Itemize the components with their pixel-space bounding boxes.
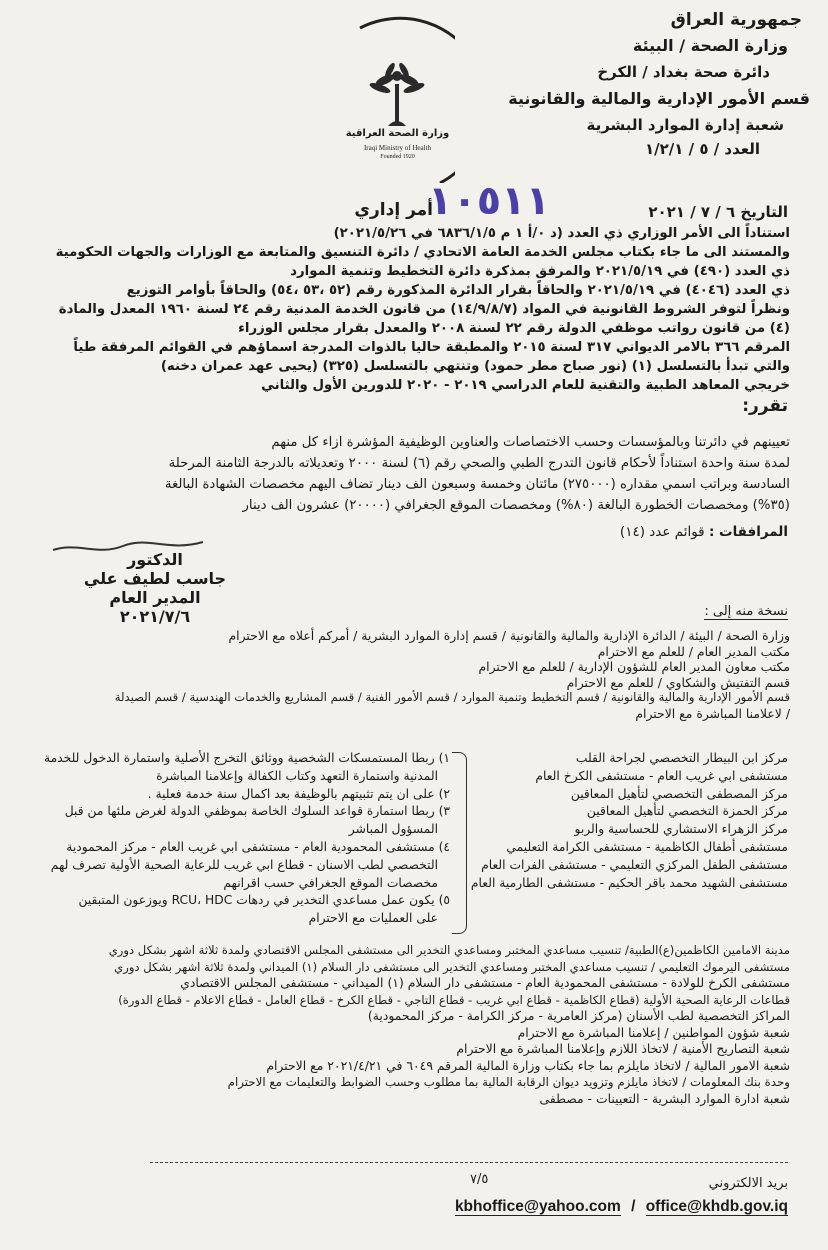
header-section: شعبة إدارة الموارد البشرية <box>586 116 784 134</box>
copy-list <box>115 628 790 722</box>
decision-line: لمدة سنة واحدة استناداً لأحكام قانون التدرج الطبي والصحي رقم (٦) لسنة ٢٠٠٠ وتعديلاته بالدرجة الثامنة المرحلة <box>168 456 790 471</box>
header-directorate: دائرة صحة بغداد / الكرخ <box>597 63 770 81</box>
email-link-primary[interactable]: kbhoffice@yahoo.com <box>454 1198 621 1215</box>
copy-line: قسم التفتيش والشكاوي / للعلم مع الاحترام <box>566 674 790 690</box>
body-line: ذي العدد (٤٩٠) في ٢٠٢١/٥/١٩ والمرفق بمذكرة دائرة التخطيط وتنمية الموارد <box>290 264 790 279</box>
header-department: قسم الأمور الإدارية والمالية والقانونية <box>508 89 810 108</box>
body-line: (٤) من قانون رواتب موظفي الدولة رقم ٢٢ لسنة ٢٠٠٨ والمعدل بقرار مجلس الوزراء <box>238 321 790 336</box>
hospitals-list <box>470 750 788 892</box>
signature-date: ٢٠٢١/٧/٦ <box>119 607 191 626</box>
hospital-item: مركز الحمزة التخصصي لتأهيل المعاقين <box>586 804 788 819</box>
body-line: خريجي المعاهد الطبية والتقنية للعام الدراسي ٢٠١٩ - ٢٠٢٠ للدورين الأول والثاني <box>261 378 790 393</box>
date-line: التاريخ ٦ / ٧ / ٢٠٢١ <box>648 203 788 221</box>
footer-email-label: بريد الالكتروني <box>708 1176 788 1191</box>
hospital-item: مستشفى ابي غريب العام - مستشفى الكرخ العام <box>535 768 788 783</box>
letterhead <box>490 10 810 158</box>
instruction-line: ٤) مستشفى المحمودية العام - مستشفى ابي غريب العام - مركز المحمودية <box>66 839 450 854</box>
distribution-line: مستشفى اليرموك التعليمي / تنسيب مساعدي المختبر ومساعدي التخدير الى مستشفى دار السلام (١) الميداني ولمدة ثلاثة اشهر بشكل دوري <box>114 959 790 974</box>
body-line: ذي العدد (٤٠٤٦) في ٢٠٢١/٥/١٩ والحاقاً بقرار الدائرة المذكورة رقم (٥٢ ،٥٣ ،٥٤) والحاقاً بأوامر التوزيع <box>126 283 790 298</box>
logo-founded-text: Founded 1920 <box>380 154 415 160</box>
attachments-label: المرافقات : <box>708 524 788 540</box>
hospital-item: مستشفى أطفال الكاظمية - مستشفى الكرامة التعليمي <box>506 839 788 854</box>
email-link-secondary[interactable]: office@khdb.gov.iq <box>645 1198 788 1215</box>
handwritten-order-number: ١٠٥١١ <box>427 178 550 224</box>
signature-block <box>70 550 240 626</box>
copy-line: مكتب معاون المدير العام للشؤون الإدارية / للعلم مع الاحترام <box>478 659 790 675</box>
body-line: استناداً الى الأمر الوزاري ذي العدد (د ٠/أ ١ م ٦٨٣٦/١/٥ في ٢٠٢١/٥/٢٦) <box>333 226 790 241</box>
order-title: أمر إداري <box>354 200 433 220</box>
instruction-line: المدنية واستمارة التعهد وكتاب الكفالة وإعلامنا المباشرة <box>156 768 438 783</box>
body-line: والمستند الى ما جاء بكتاب مجلس الخدمة العامة الاتحادي / دائرة التنسيق والمتابعة مع الوزارات والجهات الحكومية <box>55 245 790 260</box>
order-body <box>28 224 790 395</box>
hospital-item: مركز الزهراء الاستشاري للحساسية والربو <box>574 822 788 837</box>
email-separator: / <box>631 1198 636 1215</box>
logo-arabic-text: وزارة الصحة العراقية <box>345 128 450 139</box>
copy-line: قسم الأمور الإدارية والمالية والقانونية / قسم التخطيط وتنمية الموارد / قسم الأمور الفنية / قسم المشاريع والخدمات الهندسية / قسم الصيدلة <box>114 690 790 705</box>
decision-body <box>28 432 790 516</box>
footer-page-number: ٧/٥ <box>470 1172 489 1187</box>
distribution-line: مدينة الامامين الكاظمين(ع)الطبية/ تنسيب مساعدي المختبر ومساعدي التخدير الى مستشفى المجلس الاقتصادي ولمدة ثلاثة اشهر بشكل دوري <box>108 943 790 957</box>
distribution-line: المراكز التخصصية لطب الأسنان (مركز العامرية - مركز الكرامة - مركز المحمودية) <box>367 1008 790 1023</box>
header-country: جمهورية العراق <box>670 10 802 30</box>
distribution-line: شعبة التصاريح الأمنية / لاتخاذ اللازم وإعلامنا المباشرة مع الاحترام <box>456 1041 790 1056</box>
copy-line: / لاعلامنا المباشرة مع الاحترام <box>635 705 790 721</box>
decision-label: تقرر: <box>742 396 788 416</box>
signature-name: جاسب لطيف علي <box>83 569 227 588</box>
logo-english-text: Iraqi Ministry of Health <box>363 144 432 152</box>
instruction-line: ٣) ربطا استمارة قواعد السلوك الخاصة بموظفي الدولة لغرض ملئها من قبل <box>64 804 450 819</box>
attachments-value: قوائم عدد (١٤) <box>619 524 705 540</box>
distribution-line: شعبة ادارة الموارد البشرية - التعيينات - مصطفى <box>539 1090 790 1106</box>
instruction-line: مخصصات الموقع الجغرافي حسب اقرانهم <box>223 875 438 890</box>
signature-title: الدكتور <box>127 550 183 569</box>
hospital-item: مستشفى الشهيد محمد باقر الحكيم - مستشفى الطارمية العام <box>470 875 788 890</box>
instruction-line: التخصصي لطب الاسنان - قطاع ابي غريب للرعاية الصحية الأولية تصرف لهم <box>50 857 438 872</box>
copy-line: مكتب المدير العام / للعلم مع الاحترام <box>597 643 790 659</box>
header-ref-number: العدد / ٥ / ١/٢/١ <box>644 140 760 158</box>
body-line: والتي تبدأ بالتسلسل (١) (نور صباح مطر حمود) وتنتهي بالتسلسل (٣٢٥) (يحيى عهد عمران دخنه) <box>160 359 790 374</box>
instruction-line: المسؤول المباشر <box>348 822 438 837</box>
signature-position: المدير العام <box>109 588 201 607</box>
decision-line: السادسة وبراتب اسمي مقداره (٢٧٥٠٠٠) مائتان وخمسة وسبعون الف دينار تضاف اليهم مخصصات الشهادة البالغة <box>164 477 790 492</box>
decision-line: تعيينهم في دائرتنا وبالمؤسسات وحسب الاختصاصات والعناوين الوظيفية المؤشرة ازاء كل منهم <box>271 435 790 450</box>
footer-divider <box>150 1162 788 1163</box>
instruction-line: على العمليات مع الاحترام <box>308 911 438 926</box>
distribution-line: مستشفى الكرخ للولادة - مستشفى المحمودية العام - مستشفى دار السلام (١) الميداني - مستشفى المجلس الاقتصادي <box>180 975 790 990</box>
hospital-item: مركز ابن البيطار التخصصي لجراحة القلب <box>575 751 788 765</box>
copy-to-label: نسخة منه إلى : <box>704 604 788 619</box>
distribution-line: قطاعات الرعاية الصحية الأولية (قطاع الكاظمية - قطاع ابي غريب - قطاع التاجي - قطاع الكرخ - قطاع العامل - قطاع الاعلام - قطاع الدورة) <box>118 992 790 1007</box>
instruction-line: ١) ربطا المستمسكات الشخصية ووثائق التخرج الأصلية واستمارة الدخول للخدمة <box>44 751 450 765</box>
header-ministry: وزارة الصحة / البيئة <box>632 36 788 55</box>
decision-line: (٣٥%) ومخصصات الخطورة البالغة (٨٠%) ومخصصات الموقع الجغرافي (٢٠٠٠٠) عشرون الف دينار <box>242 498 790 513</box>
footer-emails <box>455 1198 788 1216</box>
bracket-divider <box>452 752 467 934</box>
distribution-line: وحدة بنك المعلومات / لاتخاذ مايلزم وتزويد ديوان الرقابة المالية بما مطلوب وحسب الضوابط والتعليمات مع الاحترام <box>227 1075 790 1089</box>
attachments <box>620 524 788 540</box>
distribution-line: شعبة الامور المالية / لاتخاذ مايلزم بما جاء بكتاب وزارة المالية المرقم ٦٠٤٩ في ٢٠٢١/٤/٢١ مع الاحترام <box>266 1057 790 1073</box>
distribution-list <box>109 942 790 1107</box>
instruction-line: ٥) يكون عمل مساعدي التخدير في ردهات RCU، HDC ويوزعون المتبقين <box>78 893 450 908</box>
hospital-item: مستشفى الطفل المركزي التعليمي - مستشفى الفرات العام <box>481 857 788 872</box>
hospital-item: مركز المصطفى التخصصي لتأهيل المعاقين <box>570 786 788 801</box>
instructions-list <box>22 750 450 928</box>
body-line: المرقم ٣٦٦ بالامر الديواني ٣١٧ لسنة ٢٠١٥ والمطبقة حاليا بالذوات المدرجة اسماؤهم في القوائم المرفقة طياً <box>73 340 790 355</box>
body-line: ونظراً لتوفر الشروط القانونية في المواد (١٤/٩/٨/٧) من قانون الخدمة المدنية رقم ٢٤ لسنة ١٩٦٠ المعدل والمادة <box>58 302 790 317</box>
instruction-line: ٢) على ان يتم تثبيتهم بالوظيفة بعد اكمال سنة خدمة فعلية . <box>147 786 450 801</box>
distribution-line: شعبة شؤون المواطنين / إعلامنا المباشرة مع الاحترام <box>517 1024 790 1040</box>
copy-line: وزارة الصحة / البيئة / الدائرة الإدارية والمالية والقانونية / قسم إدارة الموارد البشرية / أمركم أعلاه مع الاحترام <box>228 628 790 643</box>
ministry-logo <box>340 8 455 183</box>
